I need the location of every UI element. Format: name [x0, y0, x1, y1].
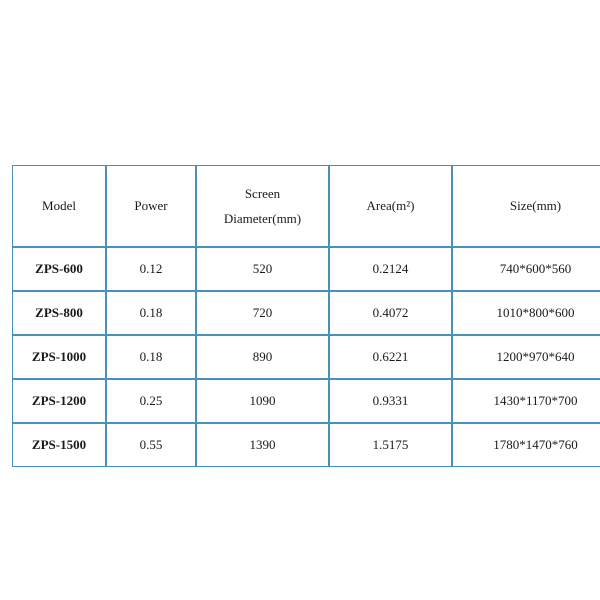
cell-model: ZPS-1200 [12, 379, 106, 423]
cell-size: 1430*1170*700 [452, 379, 600, 423]
cell-screen: 1390 [196, 423, 329, 467]
cell-size: 1780*1470*760 [452, 423, 600, 467]
header-cell-model: Model [12, 165, 106, 247]
table-row [12, 379, 600, 423]
cell-model: ZPS-800 [12, 291, 106, 335]
cell-power: 0.25 [106, 379, 196, 423]
cell-size: 740*600*560 [452, 247, 600, 291]
cell-screen: 520 [196, 247, 329, 291]
cell-screen: 890 [196, 335, 329, 379]
spec-table-container [12, 165, 589, 467]
table-row [12, 291, 600, 335]
cell-area: 0.9331 [329, 379, 452, 423]
cell-screen: 720 [196, 291, 329, 335]
header-cell-screen-diameter [196, 165, 329, 247]
header-cell-size: Size(mm) [452, 165, 600, 247]
cell-power: 0.12 [106, 247, 196, 291]
cell-model: ZPS-1500 [12, 423, 106, 467]
cell-size: 1010*800*600 [452, 291, 600, 335]
cell-area: 0.6221 [329, 335, 452, 379]
specification-table [12, 165, 600, 467]
header-screen-line1: Screen [244, 185, 281, 201]
cell-area: 0.2124 [329, 247, 452, 291]
cell-power: 0.55 [106, 423, 196, 467]
table-row [12, 335, 600, 379]
table-row [12, 247, 600, 291]
cell-model: ZPS-600 [12, 247, 106, 291]
cell-power: 0.18 [106, 335, 196, 379]
header-screen-line2: Diameter(mm) [223, 211, 302, 226]
cell-area: 0.4072 [329, 291, 452, 335]
cell-power: 0.18 [106, 291, 196, 335]
table-row [12, 423, 600, 467]
cell-area: 1.5175 [329, 423, 452, 467]
cell-model: ZPS-1000 [12, 335, 106, 379]
table-header-row [12, 165, 600, 247]
cell-screen: 1090 [196, 379, 329, 423]
cell-size: 1200*970*640 [452, 335, 600, 379]
header-cell-area: Area(m²) [329, 165, 452, 247]
header-cell-power: Power [106, 165, 196, 247]
